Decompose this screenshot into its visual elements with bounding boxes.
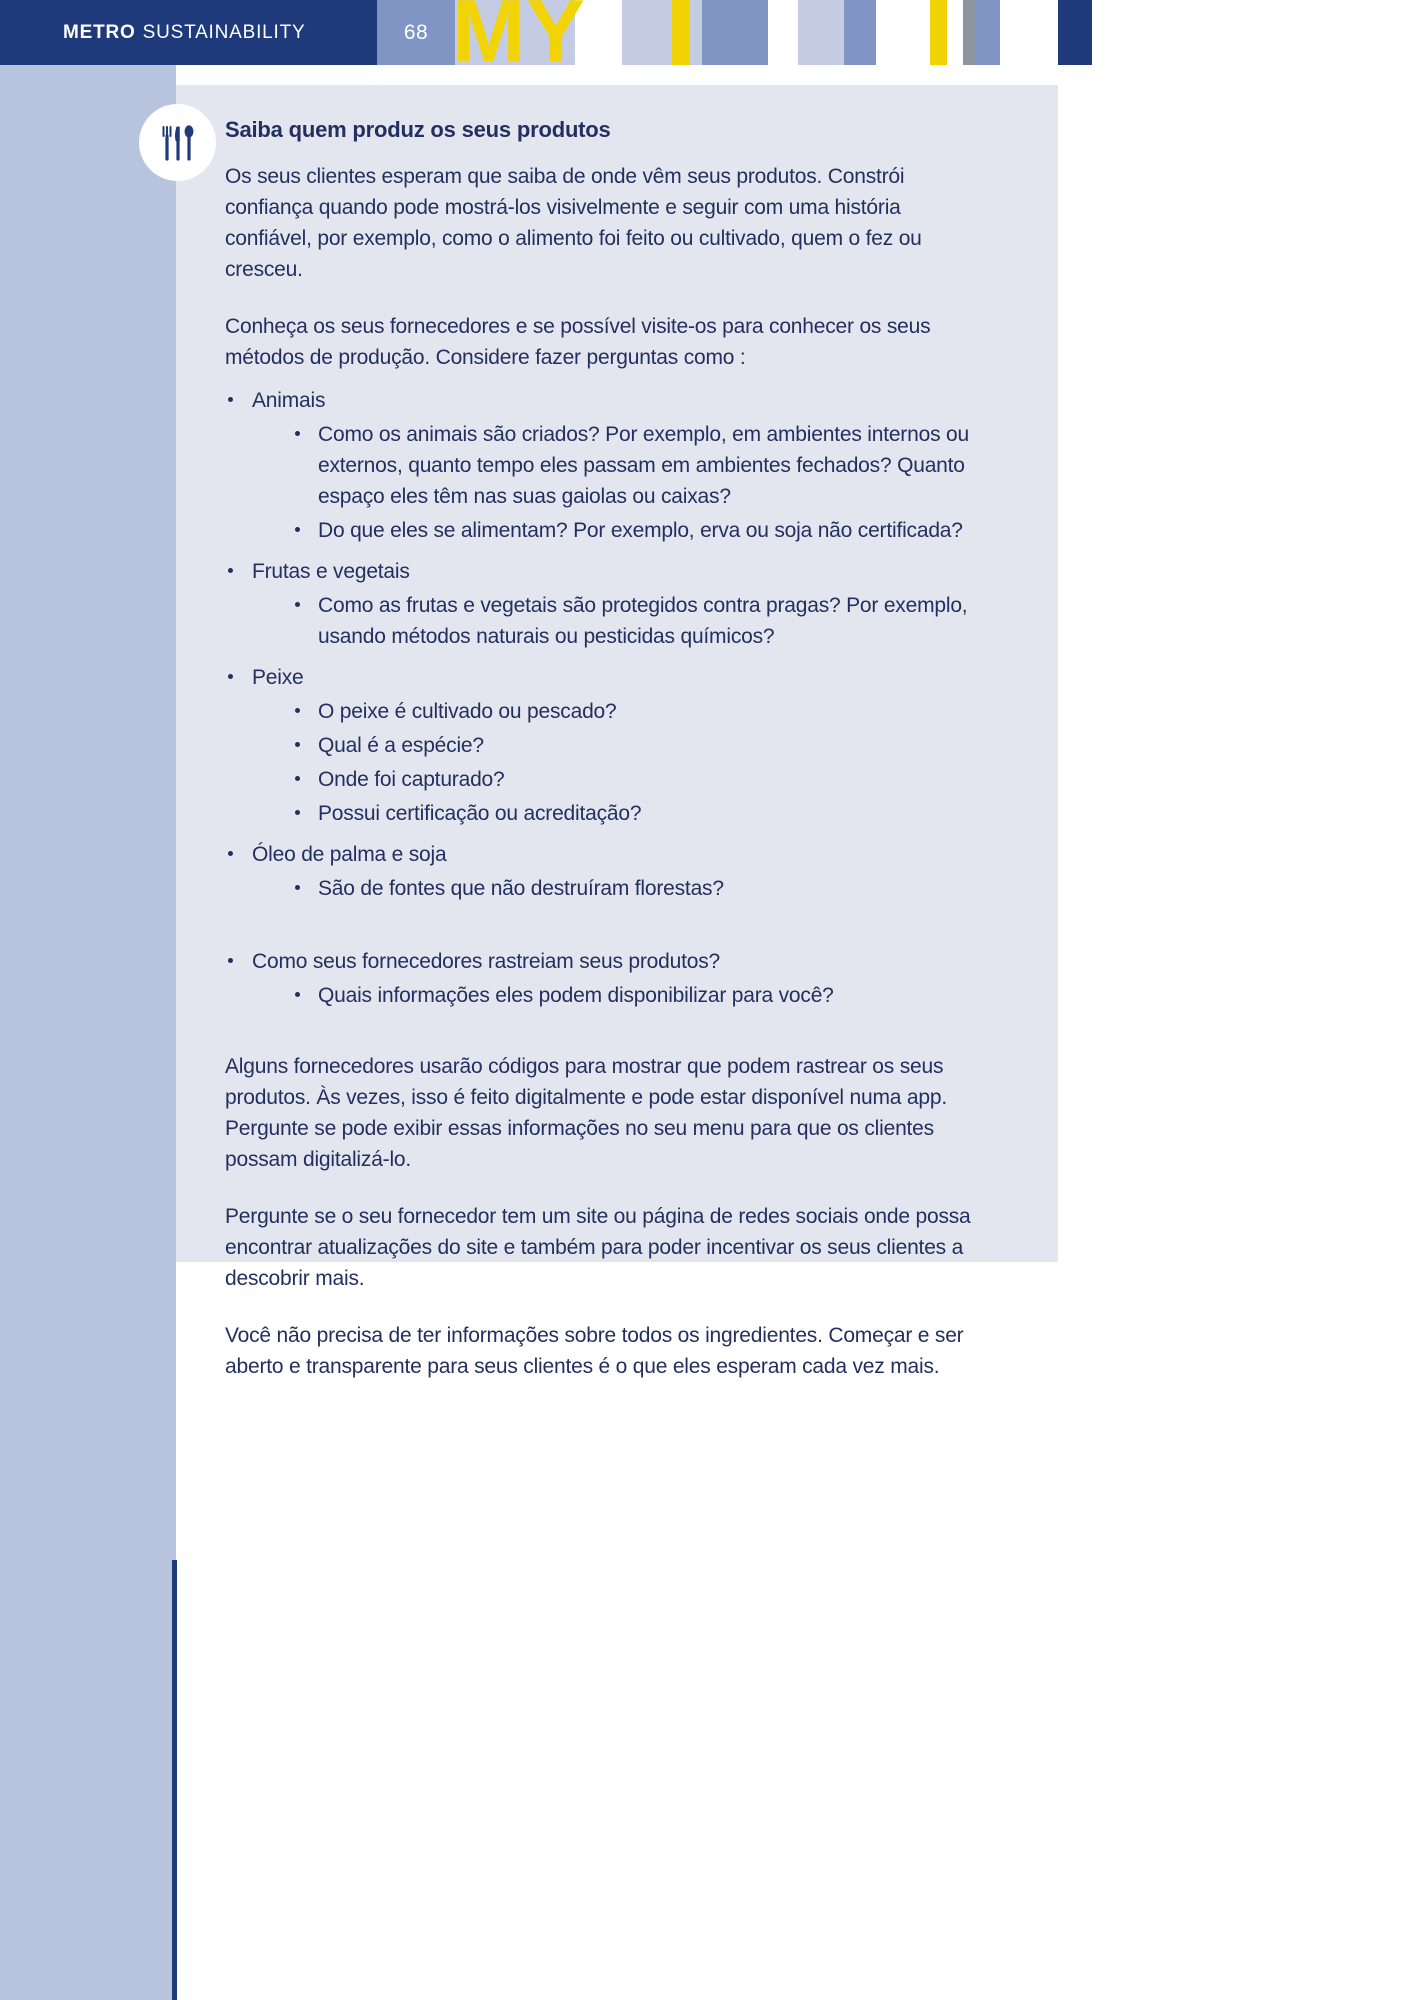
list-subitem-text: Onde foi capturado?: [318, 768, 505, 791]
bullet-icon: [228, 568, 233, 573]
list-subitem-text: Qual é a espécie?: [318, 734, 484, 757]
list-subitem: [225, 873, 988, 904]
bullet-icon: [295, 810, 300, 815]
body-paragraph: Alguns fornecedores usarão códigos para mostrar que podem rastrear os seus produtos. Às vezes, isso é feito digitalmente e pode estar disponível numa app. Pergunte se pode exibir essas informações no seu menu para que os clientes possam digitalizá-lo.: [225, 1055, 947, 1171]
bullet-icon: [295, 885, 300, 890]
list-subitem: [225, 696, 988, 727]
list-subitem-text: Possui certificação ou acreditação?: [318, 802, 642, 825]
bullet-icon: [228, 851, 233, 856]
list-subitem: [225, 419, 988, 512]
header-stripe: [1058, 0, 1092, 65]
header-stripe: [963, 0, 975, 65]
list-subitem: [225, 730, 988, 761]
list-item: [225, 839, 988, 870]
list-subitem: [225, 764, 988, 795]
header-stripe: [672, 0, 690, 65]
bullet-icon: [295, 708, 300, 713]
header-stripe: [975, 0, 1000, 65]
cutlery-glyph: [152, 117, 204, 169]
bullet-icon: [228, 397, 233, 402]
list-subitem-text: Quais informações eles podem disponibilizar para você?: [318, 984, 834, 1007]
list-item-label: Como seus fornecedores rastreiam seus produtos?: [252, 950, 721, 973]
bullet-icon: [295, 431, 300, 436]
body-paragraph: Você não precisa de ter informações sobre todos os ingredientes. Começar e ser aberto e transparente para seus clientes é o que eles esperam cada vez mais.: [225, 1324, 964, 1378]
header-brand-block: [0, 0, 377, 65]
section-heading: Saiba quem produz os seus produtos: [225, 117, 611, 142]
list-item: [225, 946, 988, 977]
header-stripe: [930, 0, 947, 65]
list-subitem: [225, 798, 988, 829]
header-stripe: [798, 0, 844, 65]
brand-sustainability: SUSTAINABILITY: [142, 21, 306, 43]
header-stripe: [844, 0, 876, 65]
page-number: 68: [403, 20, 429, 44]
list-subitem-text: Como as frutas e vegetais são protegidos contra pragas? Por exemplo, usando métodos naturais ou pesticidas químicos?: [318, 594, 968, 648]
header-stripe: [622, 0, 672, 65]
list-item: [225, 556, 988, 587]
body-paragraph: Pergunte se o seu fornecedor tem um site ou página de redes sociais onde possa encontrar atualizações do site e também para poder incentivar os seus clientes a descobrir mais.: [225, 1205, 971, 1290]
bullet-icon: [228, 958, 233, 963]
my-watermark: MY: [452, 0, 586, 65]
bullet-icon: [295, 742, 300, 747]
list-item: [225, 662, 988, 693]
content-panel: [176, 85, 1058, 1378]
intro-paragraph: Os seus clientes esperam que saiba de onde vêm seus produtos. Constrói confiança quando pode mostrá-los visivelmente e seguir com uma história confiável, por exemplo, como o alimento foi feito ou cultivado, quem o fez ou cresceu.: [225, 165, 922, 281]
header-stripe: [702, 0, 768, 65]
question-list: [225, 385, 988, 1011]
bullet-icon: [295, 602, 300, 607]
list-subitem-text: O peixe é cultivado ou pescado?: [318, 700, 617, 723]
bullet-icon: [295, 776, 300, 781]
list-subitem: [225, 515, 988, 546]
list-item: [225, 385, 988, 416]
list-item-label: Frutas e vegetais: [252, 560, 410, 583]
bullet-icon: [295, 527, 300, 532]
brand-metro: METRO: [63, 21, 136, 43]
list-item-label: Animais: [252, 389, 326, 412]
list-subitem: [225, 590, 988, 652]
list-subitem-text: São de fontes que não destruíram florestas?: [318, 877, 724, 900]
vertical-rule: [172, 1560, 177, 2000]
list-subitem-text: Como os animais são criados? Por exemplo, em ambientes internos ou externos, quanto tempo eles passam em ambientes fechados? Quanto espaço eles têm nas suas gaiolas ou caixas?: [318, 423, 969, 508]
header-stripe: [690, 0, 702, 65]
list-item-label: Peixe: [252, 666, 304, 689]
left-margin-strip: [0, 65, 176, 2000]
page-number-block: [377, 0, 455, 65]
bullet-icon: [228, 674, 233, 679]
intro-paragraph: Conheça os seus fornecedores e se possível visite-os para conhecer os seus métodos de produção. Considere fazer perguntas como :: [225, 315, 931, 369]
list-item-label: Óleo de palma e soja: [252, 843, 447, 866]
list-subitem: [225, 980, 988, 1011]
header-bar: [0, 0, 1414, 65]
cutlery-icon: [139, 104, 216, 181]
bullet-icon: [295, 992, 300, 997]
list-subitem-text: Do que eles se alimentam? Por exemplo, erva ou soja não certificada?: [318, 519, 963, 542]
